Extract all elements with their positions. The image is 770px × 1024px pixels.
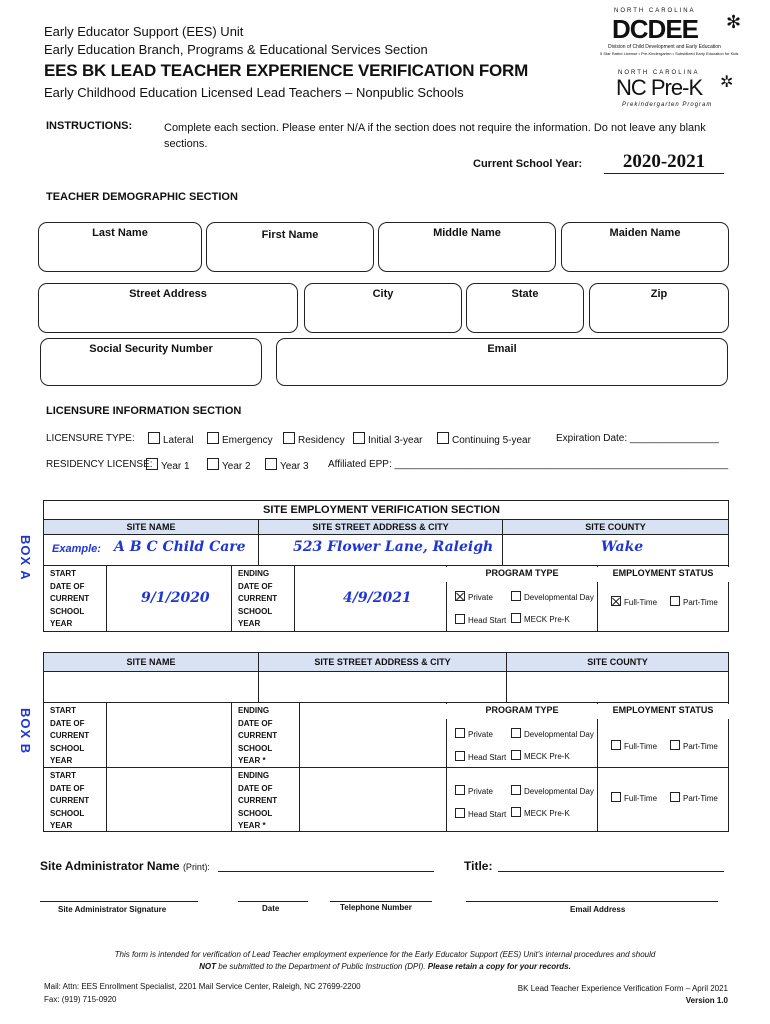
instructions-text: Complete each section. Please enter N/A if the section does not require the information. Do not leave any blank sections. <box>164 122 706 150</box>
b-program-type-header: PROGRAM TYPE <box>446 704 598 719</box>
example-address-cell: 523 Flower Lane, Raleigh <box>258 534 503 566</box>
program-type-header: PROGRAM TYPE <box>446 567 598 582</box>
box-a-label: BOX A <box>18 535 33 581</box>
start-date-label: START DATE OF CURRENT SCHOOL YEAR <box>50 569 90 628</box>
b1-end-date-input[interactable] <box>299 702 447 768</box>
site-section-title: SITE EMPLOYMENT VERIFICATION SECTION <box>263 504 500 516</box>
b2-private-checkbox[interactable]: Private <box>455 785 493 796</box>
demographic-title: TEACHER DEMOGRAPHIC SECTION <box>46 191 238 203</box>
b-col-site-name: SITE NAME <box>43 652 259 672</box>
lateral-checkbox[interactable]: Lateral <box>148 432 194 446</box>
residency-license-label: RESIDENCY LICENSE: <box>46 459 153 470</box>
b1-start-date-input[interactable] <box>106 702 232 768</box>
a-part-time-checkbox[interactable]: Part-Time <box>670 596 718 607</box>
col-site-county: SITE COUNTY <box>502 519 729 535</box>
b-col-site-county: SITE COUNTY <box>506 652 729 672</box>
maiden-name-field[interactable]: Maiden Name <box>561 222 729 272</box>
licensure-title: LICENSURE INFORMATION SECTION <box>46 405 242 417</box>
b2-start-date-label: START DATE OF CURRENT SCHOOL YEAR <box>50 771 90 830</box>
email-field[interactable]: Email <box>276 338 728 386</box>
first-name-field[interactable]: First Name <box>206 222 374 272</box>
stars-icon: ✲ <box>720 74 734 91</box>
form-version: Version 1.0 <box>685 996 728 1005</box>
b2-head-start-checkbox[interactable]: Head Start <box>455 808 506 819</box>
b-employment-status-header: EMPLOYMENT STATUS <box>597 704 729 719</box>
end-date-label: ENDING DATE OF CURRENT SCHOOL YEAR <box>238 569 278 628</box>
affiliated-epp-field[interactable]: Affiliated EPP: ____________________________________________________________ <box>328 459 729 470</box>
example-county-cell: Wake <box>502 534 729 566</box>
b1-part-time-checkbox[interactable]: Part-Time <box>670 740 718 751</box>
signature-input[interactable] <box>40 890 198 902</box>
example-end-date-cell: 4/9/2021 <box>294 565 447 632</box>
col-site-name: SITE NAME <box>43 519 259 535</box>
email-address-input[interactable] <box>466 890 718 902</box>
signature-label: Site Administrator Signature <box>58 905 167 914</box>
box-b-label: BOX B <box>18 708 33 755</box>
year1-checkbox[interactable]: Year 1 <box>146 458 190 472</box>
a-head-start-checkbox[interactable]: Head Start <box>455 614 506 625</box>
a-developmental-checkbox[interactable]: Developmental Day <box>511 591 594 602</box>
employment-status-header: EMPLOYMENT STATUS <box>597 567 729 582</box>
title-label: Title: <box>464 859 493 873</box>
telephone-input[interactable] <box>330 890 432 902</box>
expiration-date-field[interactable]: Expiration Date: ________________ <box>556 433 719 444</box>
ssn-field[interactable]: Social Security Number <box>40 338 262 386</box>
example-site-name-cell: Example: A B C Child Care <box>43 534 259 566</box>
col-site-address: SITE STREET ADDRESS & CITY <box>258 519 503 535</box>
ncprek-logo: NORTH CAROLINA NC Pre-K ✲ Prekindergarten Program <box>616 70 734 108</box>
mail-address: Mail: Attn: EES Enrollment Specialist, 2201 Mail Service Center, Raleigh, NC 27699-2200 <box>44 982 361 991</box>
form-name: BK Lead Teacher Experience Verification Form – April 2021 <box>517 984 728 993</box>
b2-end-date-label: ENDING DATE OF CURRENT SCHOOL YEAR * <box>238 771 278 830</box>
form-subtitle: Early Childhood Education Licensed Lead Teachers – Nonpublic Schools <box>44 85 464 100</box>
children-icon: ✻ <box>726 12 742 32</box>
b-site-county-input[interactable] <box>506 671 729 703</box>
year3-checkbox[interactable]: Year 3 <box>265 458 309 472</box>
licensure-type-label: LICENSURE TYPE: <box>46 433 135 444</box>
b2-developmental-checkbox[interactable]: Developmental Day <box>511 785 594 796</box>
instructions-label: INSTRUCTIONS: <box>46 120 133 132</box>
branch-name: Early Education Branch, Programs & Educational Services Section <box>44 42 428 57</box>
residency-checkbox[interactable]: Residency <box>283 432 345 446</box>
date-label: Date <box>262 904 280 913</box>
state-field[interactable]: State <box>466 283 584 333</box>
footer-note-line2: NOT be submitted to the Department of Public Instruction (DPI). Please retain a copy for your records. <box>199 962 571 971</box>
last-name-field[interactable]: Last Name <box>38 222 202 272</box>
street-address-field[interactable]: Street Address <box>38 283 298 333</box>
fax-number: Fax: (919) 715-0920 <box>44 995 117 1004</box>
dcdee-logo: NORTH CAROLINA DCDEE ✻ Division of Child Development and Early Education 5 Star Rated License • Pre-Kindergarten • Subsidized Early Education for Kids <box>600 8 742 56</box>
b1-start-date-label: START DATE OF CURRENT SCHOOL YEAR <box>50 706 90 765</box>
b-site-name-input[interactable] <box>43 671 259 703</box>
city-field[interactable]: City <box>304 283 462 333</box>
b2-part-time-checkbox[interactable]: Part-Time <box>670 792 718 803</box>
b1-end-date-label: ENDING DATE OF CURRENT SCHOOL YEAR * <box>238 706 278 765</box>
b1-meck-checkbox[interactable]: MECK Pre-K <box>511 750 570 761</box>
year2-checkbox[interactable]: Year 2 <box>207 458 251 472</box>
b1-full-time-checkbox[interactable]: Full-Time <box>611 740 657 751</box>
continuing-5-year-checkbox[interactable]: Continuing 5-year <box>437 432 531 446</box>
b-col-site-address: SITE STREET ADDRESS & CITY <box>258 652 507 672</box>
form-title: EES BK LEAD TEACHER EXPERIENCE VERIFICATION FORM <box>44 61 529 80</box>
telephone-label: Telephone Number <box>340 903 412 912</box>
unit-name: Early Educator Support (EES) Unit <box>44 24 244 39</box>
date-input[interactable] <box>238 890 308 902</box>
a-full-time-checkbox[interactable]: Full-Time <box>611 596 657 607</box>
school-year-value[interactable]: 2020-2021 <box>604 151 724 174</box>
admin-name-input[interactable] <box>218 858 434 872</box>
b2-start-date-input[interactable] <box>106 767 232 832</box>
example-start-date-cell: 9/1/2020 <box>106 565 232 632</box>
b1-developmental-checkbox[interactable]: Developmental Day <box>511 728 594 739</box>
b2-meck-checkbox[interactable]: MECK Pre-K <box>511 807 570 818</box>
footer-note-line1: This form is intended for verification of Lead Teacher employment experience for the Early Educator Support (EES) Unit’s internal procedures and should <box>114 950 656 959</box>
zip-field[interactable]: Zip <box>589 283 729 333</box>
emergency-checkbox[interactable]: Emergency <box>207 432 273 446</box>
admin-name-label: Site Administrator Name (Print): <box>40 859 210 873</box>
b1-private-checkbox[interactable]: Private <box>455 728 493 739</box>
b2-end-date-input[interactable] <box>299 767 447 832</box>
school-year-label: Current School Year: <box>473 158 583 170</box>
title-input[interactable] <box>498 858 724 872</box>
b1-head-start-checkbox[interactable]: Head Start <box>455 751 506 762</box>
middle-name-field[interactable]: Middle Name <box>378 222 556 272</box>
email-address-label: Email Address <box>570 905 626 914</box>
b2-full-time-checkbox[interactable]: Full-Time <box>611 792 657 803</box>
initial-3-year-checkbox[interactable]: Initial 3-year <box>353 432 422 446</box>
a-meck-checkbox[interactable]: MECK Pre-K <box>511 613 570 624</box>
a-private-checkbox[interactable]: Private <box>455 591 493 602</box>
b-site-address-input[interactable] <box>258 671 507 703</box>
